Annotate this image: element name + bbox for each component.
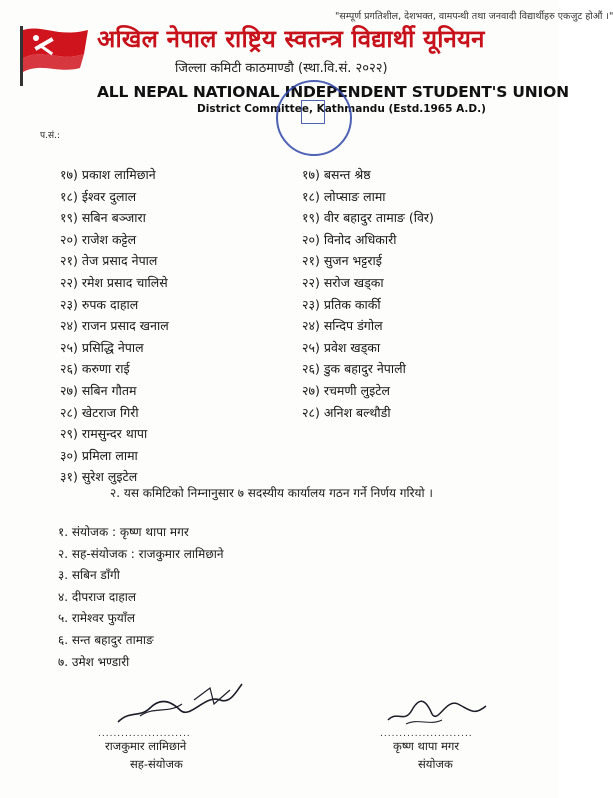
list-item: ५. रामेश्वर फुयाँल bbox=[58, 611, 136, 626]
motto: "सम्पूर्ण प्रगतिशील, देशभक्त, वामपन्थी तथा जनवादी विद्यार्थीहरु एकजुट होऔं ।" bbox=[335, 11, 613, 22]
org-name-english: ALL NEPAL NATIONAL INDEPENDENT STUDENT'S UNION bbox=[97, 83, 569, 101]
list-item: २२) रमेश प्रसाद चालिसे bbox=[60, 274, 168, 290]
list-item: २. सह-संयोजक : राजकुमार लामिछाने bbox=[58, 546, 224, 561]
signatory-role-right: संयोजक bbox=[418, 757, 453, 771]
signature-left bbox=[110, 670, 250, 730]
list-item: २३) प्रतिक कार्की bbox=[302, 296, 381, 312]
reference-number-label: प.सं.: bbox=[40, 131, 60, 141]
list-item: ४. दीपराज दाहाल bbox=[58, 589, 136, 604]
list-item: २४) सन्दिप डंगोल bbox=[302, 318, 383, 334]
list-item: १९) सबिन बञ्जारा bbox=[60, 210, 146, 226]
members-list-right bbox=[302, 164, 434, 423]
office-members-list bbox=[58, 522, 224, 673]
list-item: २१) सुजन भट्टराई bbox=[302, 253, 382, 269]
list-item: ३. सबिन डाँगी bbox=[58, 568, 120, 583]
list-item: २७) रचमणी लुइटेल bbox=[302, 382, 391, 398]
list-item: २६) करुणा राई bbox=[60, 361, 130, 377]
list-item: २८) अनिश बल्थौडी bbox=[302, 404, 391, 420]
list-item: २९) रामसुन्दर थापा bbox=[60, 426, 148, 442]
list-item: २४) राजन प्रसाद खनाल bbox=[60, 318, 169, 334]
list-item: १७) प्रकाश लामिछाने bbox=[60, 167, 156, 182]
list-item: १८) ईश्वर दुलाल bbox=[60, 188, 137, 204]
list-item: ३०) प्रमिला लामा bbox=[60, 447, 138, 463]
list-item: १९) वीर बहादुर तामाङ (विर) bbox=[302, 210, 434, 226]
district-nepali: जिल्ला कमिटी काठमाण्डौ (स्था.वि.सं. २०२२) bbox=[175, 61, 388, 76]
list-item: २३) रुपक दाहाल bbox=[60, 296, 139, 312]
official-stamp bbox=[276, 80, 352, 156]
district-english: District Committee, Kathmandu (Estd.1965 A.D.) bbox=[197, 103, 486, 115]
list-item: २२) सरोज खड्का bbox=[302, 274, 384, 290]
list-item: १७) बसन्त श्रेष्ठ bbox=[302, 167, 371, 182]
list-item: २७) सबिन गौतम bbox=[60, 382, 137, 398]
list-item: ६. सन्त बहादुर तामाङ bbox=[58, 632, 154, 647]
signatory-name-right: कृष्ण थापा मगर bbox=[393, 739, 460, 753]
signatory-role-left: सह-संयोजक bbox=[130, 757, 183, 771]
list-item: २१) तेज प्रसाद नेपाल bbox=[60, 253, 158, 269]
stamp-emblem bbox=[301, 100, 325, 124]
list-item: १. संयोजक : कृष्ण थापा मगर bbox=[58, 525, 189, 539]
signature-line-right: ........................ bbox=[380, 729, 473, 739]
list-item: २०) विनोद अधिकारी bbox=[302, 231, 397, 247]
list-item: २८) खेटराज गिरी bbox=[60, 404, 139, 420]
party-flag-logo bbox=[14, 24, 92, 88]
members-list-left bbox=[60, 164, 169, 488]
list-item: २५) प्रसिद्धि नेपाल bbox=[60, 339, 144, 355]
list-item: २५) प्रवेश खड्का bbox=[302, 339, 381, 355]
signature-line-left: ........................ bbox=[98, 729, 191, 739]
list-item: ३१) सुरेश लुइटेल bbox=[60, 469, 138, 485]
list-item: ७. उमेश भण्डारी bbox=[58, 654, 130, 669]
list-item: १८) लोप्साङ लामा bbox=[302, 188, 386, 204]
signatory-name-left: राजकुमार लामिछाने bbox=[105, 739, 187, 753]
decision-statement: २. यस कमिटिको निम्नानुसार ७ सदस्यीय कार्यालय गठन गर्ने निर्णय गरियो । bbox=[110, 486, 433, 500]
list-item: २०) राजेश कट्टेल bbox=[60, 231, 137, 247]
org-name-nepali: अखिल नेपाल राष्ट्रिय स्वतन्त्र विद्यार्थी यूनियन bbox=[97, 25, 485, 53]
list-item: २६) डुक बहादुर नेपाली bbox=[302, 361, 406, 377]
signature-right bbox=[382, 690, 492, 730]
